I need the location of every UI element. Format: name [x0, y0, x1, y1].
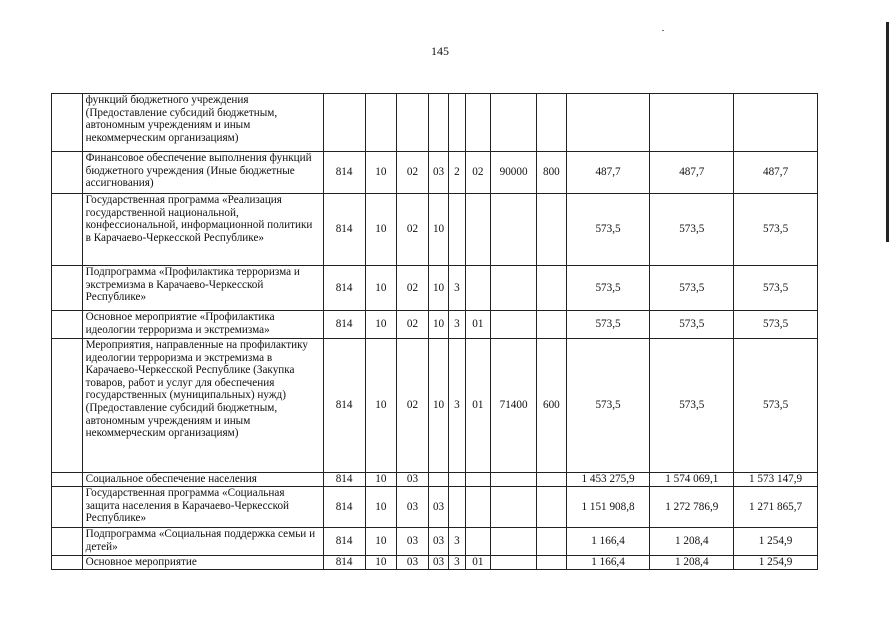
cell-sum-3: 573,5 — [734, 266, 818, 311]
row-name: Основное мероприятие — [82, 556, 323, 570]
cell-rz: 10 — [365, 266, 397, 311]
row-number-cell — [52, 473, 83, 487]
row-number-cell — [52, 339, 83, 473]
cell-sum-1: 1 166,4 — [566, 528, 650, 556]
row-name: Мероприятия, направленные на профилактику идеологии терроризма и экстремизма в Карачаево-Черкесской Республике (Закупка товаров, работ и услуг для обеспечения государственных (муниципальных) нужд) (Предоставление субсидий бюджетным, автономным учреждениям и иным некоммерческим организациям) — [82, 339, 323, 473]
cell-pr — [397, 94, 429, 152]
row-number-cell — [52, 152, 83, 194]
cell-csr-subprogram: 3 — [449, 528, 465, 556]
cell-ved: 814 — [323, 266, 365, 311]
cell-sum-2: 573,5 — [650, 311, 734, 339]
cell-vr — [537, 194, 567, 266]
cell-sum-2: 1 208,4 — [650, 556, 734, 570]
cell-rz: 10 — [365, 556, 397, 570]
cell-sum-2: 1 574 069,1 — [650, 473, 734, 487]
cell-csr-program — [428, 94, 448, 152]
cell-csr-event — [465, 528, 491, 556]
cell-csr-event: 01 — [465, 556, 491, 570]
table-row — [52, 487, 818, 528]
cell-csr-direction — [491, 266, 537, 311]
cell-ved: 814 — [323, 528, 365, 556]
cell-vr — [537, 487, 567, 528]
cell-ved: 814 — [323, 194, 365, 266]
cell-csr-program: 03 — [428, 152, 448, 194]
row-name: Подпрограмма «Социальная поддержка семьи и детей» — [82, 528, 323, 556]
cell-sum-2: 573,5 — [650, 194, 734, 266]
cell-csr-program — [428, 473, 448, 487]
cell-sum-3: 1 254,9 — [734, 528, 818, 556]
cell-sum-2: 573,5 — [650, 339, 734, 473]
cell-csr-event — [465, 473, 491, 487]
cell-ved: 814 — [323, 152, 365, 194]
cell-csr-direction — [491, 94, 537, 152]
cell-pr: 02 — [397, 311, 429, 339]
table-row — [52, 473, 818, 487]
row-number-cell — [52, 194, 83, 266]
cell-csr-subprogram: 2 — [449, 152, 465, 194]
cell-sum-3: 573,5 — [734, 194, 818, 266]
cell-sum-2: 1 272 786,9 — [650, 487, 734, 528]
cell-csr-subprogram — [449, 473, 465, 487]
cell-vr — [537, 266, 567, 311]
cell-csr-subprogram — [449, 487, 465, 528]
table-row — [52, 94, 818, 152]
cell-csr-direction: 71400 — [491, 339, 537, 473]
cell-csr-event: 01 — [465, 339, 491, 473]
cell-pr: 03 — [397, 528, 429, 556]
cell-csr-event — [465, 94, 491, 152]
cell-sum-1: 1 151 908,8 — [566, 487, 650, 528]
cell-pr: 03 — [397, 487, 429, 528]
cell-sum-3: 1 254,9 — [734, 556, 818, 570]
cell-ved: 814 — [323, 487, 365, 528]
cell-rz: 10 — [365, 311, 397, 339]
table-row — [52, 339, 818, 473]
cell-sum-3 — [734, 94, 818, 152]
cell-vr — [537, 528, 567, 556]
row-name: Государственная программа «Реализация государственной национальной, конфессиональной, информационной политики в Карачаево-Черкесской Республике» — [82, 194, 323, 266]
cell-pr: 02 — [397, 152, 429, 194]
cell-sum-2: 573,5 — [650, 266, 734, 311]
cell-sum-3: 1 271 865,7 — [734, 487, 818, 528]
cell-csr-event — [465, 194, 491, 266]
cell-ved — [323, 94, 365, 152]
cell-csr-program: 10 — [428, 266, 448, 311]
cell-csr-program: 10 — [428, 339, 448, 473]
scan-dust-mark — [662, 30, 664, 31]
cell-vr — [537, 473, 567, 487]
cell-csr-program: 10 — [428, 194, 448, 266]
table-row — [52, 528, 818, 556]
cell-csr-program: 10 — [428, 311, 448, 339]
cell-rz: 10 — [365, 487, 397, 528]
cell-rz: 10 — [365, 473, 397, 487]
cell-csr-event: 01 — [465, 311, 491, 339]
page-number: 145 — [431, 44, 449, 58]
cell-csr-event — [465, 487, 491, 528]
table-row — [52, 266, 818, 311]
cell-csr-event — [465, 266, 491, 311]
row-number-cell — [52, 266, 83, 311]
cell-pr: 02 — [397, 194, 429, 266]
table-row — [52, 311, 818, 339]
cell-ved: 814 — [323, 473, 365, 487]
cell-vr — [537, 311, 567, 339]
table-row — [52, 152, 818, 194]
cell-csr-direction: 90000 — [491, 152, 537, 194]
row-name: Социальное обеспечение населения — [82, 473, 323, 487]
table-row — [52, 556, 818, 570]
row-name: Государственная программа «Социальная защита населения в Карачаево-Черкесской Республике» — [82, 487, 323, 528]
cell-rz — [365, 94, 397, 152]
table-row — [52, 194, 818, 266]
cell-pr: 02 — [397, 339, 429, 473]
row-number-cell — [52, 556, 83, 570]
cell-csr-direction — [491, 556, 537, 570]
cell-csr-direction — [491, 528, 537, 556]
row-name: функций бюджетного учреждения (Предоставление субсидий бюджетным, автономным учреждениям и иным некоммерческим организациям) — [82, 94, 323, 152]
cell-sum-1: 1 166,4 — [566, 556, 650, 570]
cell-sum-2: 487,7 — [650, 152, 734, 194]
cell-csr-subprogram: 3 — [449, 339, 465, 473]
budget-table — [51, 93, 818, 570]
cell-sum-3: 487,7 — [734, 152, 818, 194]
cell-rz: 10 — [365, 528, 397, 556]
cell-ved: 814 — [323, 311, 365, 339]
row-number-cell — [52, 311, 83, 339]
row-name: Подпрограмма «Профилактика терроризма и экстремизма в Карачаево-Черкесской Республике» — [82, 266, 323, 311]
cell-sum-1: 573,5 — [566, 194, 650, 266]
cell-csr-subprogram: 3 — [449, 556, 465, 570]
cell-vr — [537, 94, 567, 152]
cell-pr: 03 — [397, 556, 429, 570]
cell-sum-1: 573,5 — [566, 339, 650, 473]
cell-rz: 10 — [365, 339, 397, 473]
cell-rz: 10 — [365, 152, 397, 194]
cell-sum-3: 573,5 — [734, 339, 818, 473]
cell-csr-subprogram: 3 — [449, 311, 465, 339]
cell-ved: 814 — [323, 556, 365, 570]
cell-ved: 814 — [323, 339, 365, 473]
cell-sum-1: 487,7 — [566, 152, 650, 194]
cell-csr-subprogram — [449, 94, 465, 152]
row-name: Основное мероприятие «Профилактика идеологии терроризма и экстремизма» — [82, 311, 323, 339]
cell-csr-direction — [491, 194, 537, 266]
cell-sum-3: 573,5 — [734, 311, 818, 339]
cell-csr-event: 02 — [465, 152, 491, 194]
cell-rz: 10 — [365, 194, 397, 266]
scan-edge-mark — [886, 22, 889, 242]
cell-csr-program: 03 — [428, 556, 448, 570]
cell-sum-2: 1 208,4 — [650, 528, 734, 556]
cell-sum-1: 573,5 — [566, 266, 650, 311]
cell-pr: 02 — [397, 266, 429, 311]
cell-vr: 800 — [537, 152, 567, 194]
cell-csr-direction — [491, 487, 537, 528]
cell-csr-program: 03 — [428, 487, 448, 528]
cell-sum-1 — [566, 94, 650, 152]
cell-vr — [537, 556, 567, 570]
cell-pr: 03 — [397, 473, 429, 487]
cell-csr-subprogram — [449, 194, 465, 266]
cell-sum-3: 1 573 147,9 — [734, 473, 818, 487]
row-number-cell — [52, 94, 83, 152]
cell-csr-direction — [491, 473, 537, 487]
cell-csr-program: 03 — [428, 528, 448, 556]
cell-sum-1: 573,5 — [566, 311, 650, 339]
row-name: Финансовое обеспечение выполнения функций бюджетного учреждения (Иные бюджетные ассигнования) — [82, 152, 323, 194]
cell-sum-1: 1 453 275,9 — [566, 473, 650, 487]
cell-vr: 600 — [537, 339, 567, 473]
row-number-cell — [52, 487, 83, 528]
row-number-cell — [52, 528, 83, 556]
cell-csr-subprogram: 3 — [449, 266, 465, 311]
cell-sum-2 — [650, 94, 734, 152]
cell-csr-direction — [491, 311, 537, 339]
